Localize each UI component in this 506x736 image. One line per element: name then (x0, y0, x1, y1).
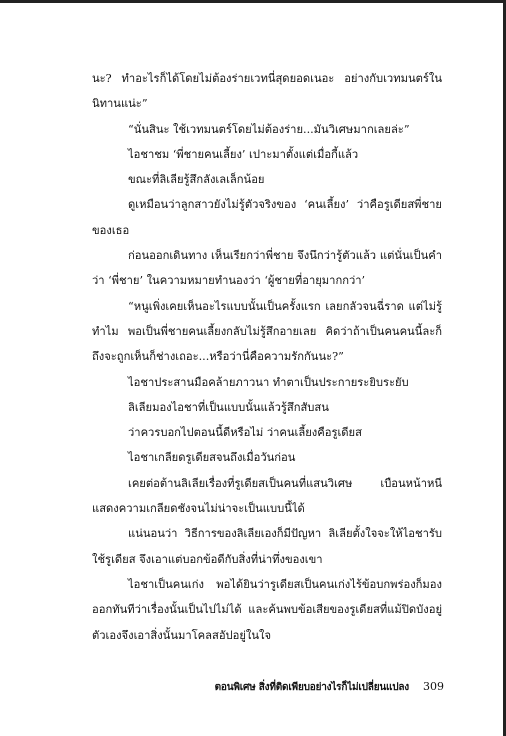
page-footer (92, 680, 444, 695)
paragraph: แน่นอนว่า วิธีการของลิเลียเองก็มีปัญหา ลิเลียตั้งใจจะให้ไอชารับใช้รูเดียส จึงเอาแต่บอกข้อดีกับสิ่งที่น่าทึ่งของเขา (92, 527, 442, 566)
paragraph: นะ? ทำอะไรก็ได้โดยไม่ต้องร่ายเวทนี่สุดยอดเนอะ อย่างกับเวทมนตร์ในนิทานแน่ะ” (92, 72, 442, 111)
paragraph: ลิเลียมองไอชาที่เป็นแบบนั้นแล้วรู้สึกสับสน (128, 400, 329, 414)
paragraph: ก่อนออกเดินทาง เห็นเรียกว่าพี่ชาย จึงนึกว่ารู้ตัวแล้ว แต่นั่นเป็นคำว่า ‘พี่ชาย’ ในความหมายทำนองว่า ‘ผู้ชายที่อายุมากกว่า’ (92, 249, 442, 288)
paragraph: เคยต่อต้านลิเลียเรื่องที่รูเดียสเป็นคนที่แสนวิเศษ เบือนหน้าหนีแสดงความเกลียดชังจนไม่น่าจะเป็นแบบนี้ได้ (92, 476, 442, 516)
paragraph: ไอชาชม ‘พี่ชายคนเลี้ยง’ เปาะมาตั้งแต่เมื่อกี้แล้ว (128, 147, 359, 161)
paragraph: ว่าควรบอกไปตอนนี้ดีหรือไม่ ว่าคนเลี้ยงคือรูเดียส (128, 426, 362, 440)
paragraph: ดูเหมือนว่าลูกสาวยังไม่รู้ตัวจริงของ ‘คนเลี้ยง’ ว่าคือรูเดียสพี่ชายของเธอ (92, 198, 442, 237)
page-body (92, 66, 442, 648)
paragraph: ไอชาเป็นคนเก่ง พอได้ยินว่ารูเดียสเป็นคนเก่งไร้ข้อบกพร่องก็มองออกทันทีว่าเรื่องนั้นเป็นไปไม่ได้ และค้นพบข้อเสียของรูเดียสที่แม้ปิดบังอยู่ ตัวเองจึงเอาสิ่งนั้นมาโคลสอัปอยู่ในใจ (92, 577, 442, 642)
paragraph: “นั่นสินะ ใช้เวทมนตร์โดยไม่ต้องร่าย...มันวิเศษมากเลยล่ะ” (128, 122, 410, 136)
top-border (0, 0, 506, 3)
paragraph: ไอชาเกลียดรูเดียสจนถึงเมื่อวันก่อน (128, 451, 296, 465)
paragraph: “หนูเพิ่งเคยเห็นอะไรแบบนั้นเป็นครั้งแรก เลยกลัวจนฉี่ราด แต่ไม่รู้ทำไม พอเป็นพี่ชายคนเลี้ยงกลับไม่รู้สึกอายเลย คิดว่าถ้าเป็นคนคนนี้ละก็ ถึงจะถูกเห็นก็ช่างเถอะ...หรือว่านี่คือความรักกันนะ?” (92, 299, 442, 364)
running-head: ตอนพิเศษ สิ่งที่ติดเพียบอย่างไรก็ไม่เปลี่ยนแปลง (214, 682, 409, 693)
page-number: 309 (423, 680, 444, 693)
paragraph: ขณะที่ลิเลียรู้สึกลังเลเล็กน้อย (128, 173, 265, 187)
paragraph: ไอชาประสานมือคล้ายภาวนา ทำตาเป็นประกายระยิบระยับ (128, 375, 409, 389)
